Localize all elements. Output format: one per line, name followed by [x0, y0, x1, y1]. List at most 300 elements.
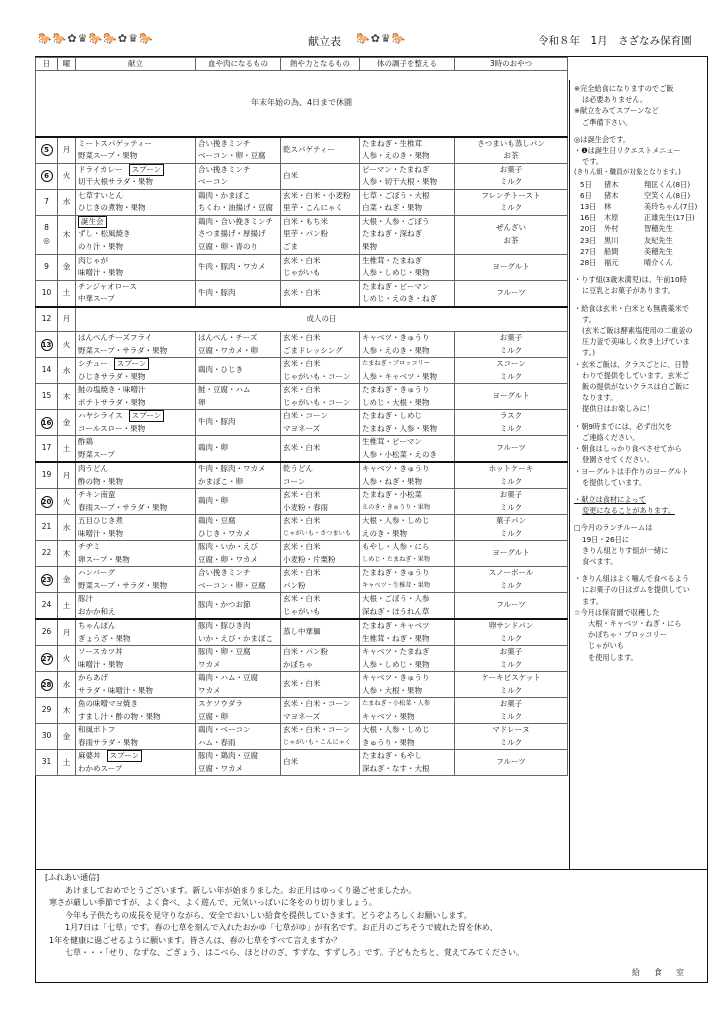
yellow-food-line: 玄米・白米: [283, 568, 321, 577]
menu-line: [78, 593, 193, 606]
date-number: 30: [41, 731, 52, 741]
menu-line: [78, 228, 193, 241]
green-food-line: たまねぎ・きゅうり: [362, 568, 430, 577]
green-food-line: たまねぎ・人参・果物: [362, 423, 437, 433]
date-number: 31: [41, 757, 52, 767]
birthday-field: 林: [604, 202, 612, 212]
menu-line: [78, 216, 193, 229]
menu-text: 春雨サラダ・果物: [78, 737, 138, 747]
red-food-cell: [196, 254, 281, 280]
menu-cell: [76, 593, 196, 620]
red-food-cell: [196, 215, 281, 254]
closed-notice-row: [36, 71, 568, 137]
note-text: 飯の提供がないクラスは白ご飯に: [582, 382, 690, 392]
menu-line: [78, 436, 193, 449]
newsletter-footer: [35, 869, 708, 983]
menu-text: ぎょうざ・果物: [78, 633, 131, 643]
snack-line: フルーツ: [496, 757, 526, 767]
snack-line: お菓子: [499, 164, 523, 174]
menu-text: 味噌汁・果物: [78, 528, 123, 538]
col-header-day: 日: [36, 58, 58, 71]
birthday-mark: ◎: [43, 235, 50, 245]
yellow-food-line: 里芋・こんにゃく: [283, 203, 343, 212]
red-food-line: 豆腐・ワカメ・卵: [198, 345, 258, 355]
red-food-cell: [196, 384, 281, 410]
green-food-line: たまねぎ・深ねぎ: [362, 229, 422, 239]
yellow-food-cell: [281, 462, 360, 489]
snack-cell: [455, 515, 568, 541]
menu-text: 味噌汁・果物: [78, 659, 123, 669]
red-food-line: 豆腐・卵・青のり: [198, 241, 258, 251]
snack-line: ミルク: [499, 633, 523, 643]
menu-line: [78, 489, 193, 502]
yellow-food-cell: [281, 189, 360, 215]
birthday-item: [574, 257, 704, 268]
green-food-line: たまねぎ・小松菜: [362, 490, 422, 499]
note-text: ・献立は食材によって: [574, 494, 646, 504]
yellow-food-cell: [281, 646, 360, 672]
green-food-cell: [360, 384, 455, 410]
snack-line: 菓子パン: [496, 516, 526, 525]
holiday-cell: 成人の日: [76, 307, 568, 332]
green-food-line: ピーマン・たまねぎ: [362, 164, 430, 174]
note-text: (きりん組・職員が対象となります。): [574, 168, 681, 177]
red-food-line: ワカメ: [198, 685, 221, 695]
menu-text: ひじきの煮物・果物: [78, 203, 146, 212]
date-circled: 28: [41, 680, 52, 689]
menu-text: 味噌汁・果物: [78, 268, 123, 277]
menu-text: サラダ・味噌汁・果物: [78, 685, 153, 695]
red-food-line: 鶏肉・豆腐: [198, 516, 236, 525]
note-text: (玄米ご飯は酵素塩使用の二重釜の: [582, 326, 693, 336]
snack-cell: [455, 280, 568, 307]
yellow-food-line: 里芋・パン粉: [283, 229, 328, 239]
yellow-food-line: 玄米・白米: [283, 679, 321, 689]
date-number: 21: [41, 522, 52, 532]
green-food-line: 大根・ごぼう・人参: [362, 594, 430, 603]
date-number: 9: [44, 261, 49, 271]
date-circled: 13: [41, 340, 52, 349]
note-text: 食べます。: [582, 556, 618, 566]
yellow-food-line: じゃがいも・さつまいも: [283, 529, 352, 537]
yellow-food-line: 乾うどん: [283, 464, 313, 473]
green-food-cell: [360, 646, 455, 672]
day-cell: [36, 436, 58, 463]
menu-line: [78, 202, 193, 215]
note-text: なります。: [582, 393, 618, 403]
menu-row: [36, 672, 568, 698]
snack-cell: [455, 724, 568, 750]
note-text: ・りす組(3歳未満児)は、午前10時: [574, 275, 687, 285]
green-food-cell: [360, 137, 455, 164]
note-text: す。: [582, 314, 596, 324]
red-food-line: 鮭・豆腐・ハム: [198, 385, 251, 394]
birthday-field: 猪木: [604, 179, 619, 189]
col-header-menu: 献立: [76, 58, 196, 71]
menu-line: [78, 763, 193, 776]
note-text: ・❶は誕生日リクエストメニュー: [574, 146, 681, 156]
birthday-item: [574, 201, 704, 212]
snack-line: お菓子: [499, 699, 523, 708]
header-decoration-left: 🐎🐎✿♛🐎🐎✿♛🐎: [38, 32, 154, 45]
snack-line: ミルク: [499, 711, 523, 721]
red-food-cell: [196, 436, 281, 463]
note-text: ご準備下さい。: [582, 117, 633, 127]
snack-line: ミルク: [499, 580, 523, 590]
day-cell: [36, 593, 58, 620]
menu-text: 肉じゃが: [78, 255, 108, 265]
snack-line: お茶: [503, 235, 519, 245]
menu-text: はんぺんチーズフライ: [78, 333, 153, 342]
menu-line: [78, 293, 193, 306]
weekday-cell: 月: [58, 307, 76, 332]
day-cell: [36, 410, 58, 436]
birthday-list: [574, 179, 704, 269]
birthday-field: 6日: [580, 190, 592, 200]
note-text: を使用します。: [588, 652, 638, 662]
menu-row: [36, 698, 568, 724]
weekday-cell: 木: [58, 215, 76, 254]
yellow-food-line: ごまドレッシング: [283, 345, 343, 355]
menu-cell: [76, 724, 196, 750]
red-food-line: 合い挽きミンチ: [198, 138, 251, 148]
yellow-food-cell: [281, 541, 360, 567]
weekday-cell: 木: [58, 541, 76, 567]
snack-line: ミルク: [499, 528, 523, 538]
red-food-cell: [196, 698, 281, 724]
menu-text: 麻婆丼: [78, 751, 101, 760]
note-text: ・朝9時までには、必ず出欠を: [574, 421, 673, 431]
menu-line: [78, 646, 193, 659]
note-text: ・給食は玄米・白米とも無農薬米で: [574, 303, 690, 313]
menu-cell: [76, 541, 196, 567]
note-text: に豆乳とお菓子があります。: [582, 286, 675, 296]
green-food-line: たまねぎ・きゅうり: [362, 385, 430, 394]
yellow-food-line: じゃがいも・こんにゃく: [283, 738, 351, 746]
menu-line: [78, 554, 193, 567]
menu-row: [36, 724, 568, 750]
snack-cell: [455, 137, 568, 164]
date-number: 8: [44, 223, 49, 232]
red-food-line: スケソウダラ: [198, 699, 243, 708]
menu-text: チンジャオロース: [78, 281, 137, 291]
red-food-line: ベーコン: [198, 177, 228, 186]
menu-line: [78, 371, 193, 384]
menu-cell: [76, 515, 196, 541]
menu-cell: [76, 436, 196, 463]
day-cell: [36, 515, 58, 541]
menu-line: [78, 711, 193, 724]
red-food-cell: [196, 410, 281, 436]
date-number: 19: [41, 470, 52, 480]
red-food-line: 鶏肉・ハム・豆腐: [198, 673, 258, 682]
green-food-cell: [360, 489, 455, 515]
snack-cell: [455, 593, 568, 620]
green-food-line: 人参・しめじ・果物: [362, 268, 430, 277]
green-food-line: キャベツ・きゅうり: [362, 673, 430, 682]
menu-cell: [76, 189, 196, 215]
snack-line: ミルク: [499, 371, 523, 381]
green-food-cell: [360, 215, 455, 254]
snack-line: スコーン: [496, 359, 526, 368]
yellow-food-line: 玄米・白米: [283, 333, 321, 342]
yellow-food-line: 白米・コーン: [283, 411, 328, 420]
red-food-line: ハム・春雨: [198, 737, 236, 747]
menu-body: [36, 137, 568, 776]
green-food-cell: [360, 410, 455, 436]
date-number: 17: [41, 443, 52, 453]
green-food-cell: [360, 541, 455, 567]
menu-row: [36, 280, 568, 307]
snack-line: ミルク: [499, 659, 523, 669]
birthday-field: 27日: [580, 246, 597, 256]
menu-cell: [76, 358, 196, 384]
weekday-cell: 月: [58, 462, 76, 489]
col-header-dow: 曜: [58, 58, 76, 71]
snack-line: スノーボール: [488, 568, 534, 577]
closed-notice: 年末年始の為、4日まで休園: [36, 71, 568, 137]
menu-text: 卵スープ・果物: [78, 554, 130, 564]
snack-cell: [455, 698, 568, 724]
yellow-food-line: 白米: [283, 757, 298, 767]
menu-text: 野菜スープ・サラダ・果物: [78, 580, 168, 590]
nursery-name-date: 令和８年 1月 さざなみ保育園: [538, 35, 692, 47]
menu-line: [78, 698, 193, 711]
snack-cell: [455, 672, 568, 698]
col-header-green: 体の調子を整える: [360, 58, 455, 71]
snack-line: ホットケーキ: [488, 464, 534, 473]
snack-line: ケーキビスケット: [481, 673, 541, 682]
birthday-field: 空笑くん(8日): [644, 190, 691, 200]
weekday-cell: 火: [58, 332, 76, 358]
menu-row: [36, 189, 568, 215]
yellow-food-line: じゃがいも: [283, 606, 321, 616]
red-food-cell: [196, 515, 281, 541]
menu-text: ハヤシライス: [78, 411, 123, 420]
red-food-cell: [196, 646, 281, 672]
green-food-cell: [360, 462, 455, 489]
menu-cell: [76, 137, 196, 164]
snack-cell: [455, 215, 568, 254]
weekday-cell: 水: [58, 515, 76, 541]
day-cell: [36, 280, 58, 307]
green-food-line: えのき・きゅうり・果物: [362, 503, 431, 511]
note-text: ◎は誕生会です。: [574, 134, 631, 144]
menu-text: 五目ひじき煮: [78, 516, 123, 525]
yellow-food-line: 小麦粉・片栗粉: [283, 554, 336, 564]
snack-line: 卵サンドパン: [488, 621, 534, 630]
menu-line: [78, 606, 193, 619]
red-food-cell: [196, 137, 281, 164]
menu-text: 中華スープ: [78, 294, 115, 303]
green-food-line: 生椎茸・ピーマン: [362, 437, 422, 446]
menu-line: [78, 463, 193, 476]
birthday-field: 20日: [580, 224, 597, 234]
menu-line: [78, 138, 193, 151]
weekday-cell: 月: [58, 619, 76, 646]
menu-row: [36, 515, 568, 541]
menu-text: すまし汁・酢の物・果物: [78, 711, 161, 721]
date-circled: 16: [41, 418, 52, 427]
menu-text: 魚の味噌マヨ焼き: [78, 699, 138, 708]
red-food-line: 牛肉・豚肉: [198, 287, 236, 297]
green-food-cell: [360, 724, 455, 750]
spoon-tag: スプーン: [107, 750, 143, 762]
note-text: □今月のランチルームは: [574, 523, 653, 533]
menu-text: ずし・松風焼き: [78, 229, 131, 239]
green-food-line: もやし・人参・にら: [362, 542, 430, 551]
yellow-food-line: 玄米・白米: [283, 594, 321, 603]
menu-line: [78, 528, 193, 541]
snack-line: ミルク: [499, 203, 523, 212]
red-food-line: はんぺん・チーズ: [198, 333, 258, 342]
menu-line: [78, 737, 193, 750]
newsletter-paragraph: 七草・・・「せり、なずな、ごぎょう、はこべら、ほとけのざ、すずな、すずしろ」です。子どもたちと、覚えてみてください。: [65, 948, 524, 957]
menu-line: [78, 190, 193, 203]
menu-text: 春雨スープ・サラダ・果物: [78, 502, 168, 512]
green-food-line: 大根・人参・しめじ: [362, 516, 430, 525]
weekday-cell: 水: [58, 189, 76, 215]
green-food-cell: [360, 254, 455, 280]
red-food-line: 卵: [198, 397, 206, 407]
yellow-food-line: パン粉: [283, 580, 306, 590]
green-food-cell: [360, 358, 455, 384]
menu-line: [78, 397, 193, 410]
birthday-field: 外村: [604, 224, 619, 234]
note-text: ☆今月は保育園で収穫した: [574, 607, 660, 617]
birthday-field: 16日: [580, 213, 597, 223]
weekday-cell: 水: [58, 672, 76, 698]
note-text: ※献立をみてスプーンなど: [574, 106, 659, 116]
birthday-field: 黒川: [604, 235, 619, 245]
green-food-line: 果物: [362, 241, 377, 251]
menu-row: [36, 307, 568, 332]
green-food-line: 大根・人参・しめじ: [362, 725, 430, 734]
red-food-line: 豚肉・豚ひき肉: [198, 621, 251, 630]
weekday-cell: 月: [58, 137, 76, 164]
green-food-line: 大根・人参・ごぼう: [362, 216, 430, 226]
note-text: にお菓子の日はガムを提供してい: [582, 585, 690, 595]
date-circled: 6: [41, 170, 53, 182]
green-food-line: たまねぎ・しめじ: [362, 411, 422, 420]
menu-text: 野菜スープ: [78, 449, 115, 459]
yellow-food-line: じゃがいも・コーン: [283, 397, 351, 407]
day-cell: [36, 215, 58, 254]
note-text: ・玄米ご飯は、クラスごとに、日替: [574, 359, 689, 369]
green-food-line: えのき・果物: [362, 528, 407, 538]
green-food-line: 人参・えのき・果物: [362, 151, 430, 160]
menu-line: [78, 384, 193, 397]
menu-cell: [76, 567, 196, 593]
green-food-line: キャベツ・きゅうり: [362, 464, 430, 473]
yellow-food-line: 蒸し中華麺: [283, 627, 321, 637]
red-food-line: ワカメ: [198, 659, 221, 669]
red-food-line: ひじき・ワカメ: [198, 528, 251, 538]
menu-text: 肉うどん: [78, 464, 108, 473]
snack-cell: [455, 436, 568, 463]
day-cell: [36, 307, 58, 332]
yellow-food-cell: [281, 163, 360, 189]
menu-text: 野菜スープ・サラダ・果物: [78, 345, 168, 355]
newsletter-paragraph: 今年も子供たちの成長を見守りながら、安全でおいしい給食を提供していきます。どうぞよろしくお願いします。: [65, 910, 472, 920]
snack-line: ヨーグルト: [492, 391, 530, 401]
menu-text: おかか和え: [78, 606, 116, 616]
newsletter-paragraph: 1月7日は「七草」です。春の七草を刻んで入れたおかゆ「七草がゆ」が有名です。お正月のごちそうで疲れた胃を休め、: [65, 923, 498, 932]
green-food-cell: [360, 515, 455, 541]
yellow-food-line: ごま: [283, 241, 298, 251]
weekday-cell: 土: [58, 436, 76, 463]
newsletter-paragraph: 寒さが厳しい季節ですが、よく食べ、よく遊んで、元気いっぱいに冬をのり切りましょう。: [49, 898, 377, 907]
snack-cell: [455, 410, 568, 436]
menu-line: [78, 164, 193, 177]
note-text: 大根・キャベツ・ねぎ・にら: [588, 618, 682, 628]
green-food-line: しめじ・たまねぎ・果物: [362, 555, 431, 563]
day-cell: [36, 541, 58, 567]
menu-row: [36, 567, 568, 593]
red-food-line: 鶏肉・ベーコン: [198, 725, 251, 734]
newsletter-paragraph: 1年を健康に過ごせるように願います。皆さんは、春の七草をすべて言えますか？: [49, 935, 342, 945]
menu-text: ひじきサラダ・果物: [78, 371, 146, 381]
yellow-food-cell: [281, 137, 360, 164]
green-food-line: 人参・切干大根・果物: [362, 177, 437, 186]
red-food-cell: [196, 724, 281, 750]
yellow-food-line: 乾スパゲティー: [283, 144, 335, 154]
page-title: 献立表: [308, 35, 341, 48]
col-header-red: 血や肉になるもの: [196, 58, 281, 71]
snack-line: ミルク: [499, 476, 523, 486]
note-text: ご連絡ください。: [582, 432, 640, 442]
green-food-cell: [360, 163, 455, 189]
menu-text: ちゃんぽん: [78, 621, 116, 630]
birthday-field: 正雄先生(17日): [644, 213, 695, 223]
header-decoration-right: 🐎✿♛🐎: [356, 32, 407, 45]
birthday-item: [574, 223, 704, 234]
note-text: 変更になることがあります。: [582, 506, 675, 516]
snack-line: ラスク: [499, 411, 523, 420]
menu-line: [78, 176, 193, 189]
menu-cell: [76, 215, 196, 254]
menu-text: コールスロー・果物: [78, 423, 146, 433]
day-cell: [36, 489, 58, 515]
red-food-line: 豚肉・かつお節: [198, 600, 251, 610]
menu-row: [36, 750, 568, 776]
yellow-food-line: 玄米・白米: [283, 385, 321, 394]
menu-text: ポテトサラダ・果物: [78, 397, 146, 407]
birthday-item: [574, 179, 704, 190]
menu-line: [78, 332, 193, 345]
col-header-snack: 3時のおやつ: [455, 58, 568, 71]
note-text: です。: [582, 157, 603, 167]
yellow-food-cell: [281, 332, 360, 358]
birthday-field: 木原: [604, 213, 619, 223]
birthday-field: 船間: [604, 246, 619, 256]
menu-row: [36, 619, 568, 646]
note-text: ※完全給食になりますのでご飯: [574, 84, 674, 93]
green-food-line: たまねぎ・小松菜・人参: [362, 700, 431, 707]
menu-line: [78, 423, 193, 436]
red-food-line: 鶏肉・ひじき: [198, 365, 243, 375]
newsletter-paragraph: あけましておめでとうございます。新しい年が始まりました。お正月はゆっくり過ごせましたか。: [65, 885, 417, 895]
weekday-cell: 土: [58, 750, 76, 776]
menu-row: [36, 489, 568, 515]
date-number: 26: [41, 627, 52, 637]
yellow-food-line: マヨネーズ: [283, 711, 321, 721]
menu-row: [36, 410, 568, 436]
yellow-food-cell: [281, 619, 360, 646]
yellow-food-cell: [281, 215, 360, 254]
birthday-field: 23日: [580, 235, 597, 245]
notes-panel: [569, 80, 708, 870]
